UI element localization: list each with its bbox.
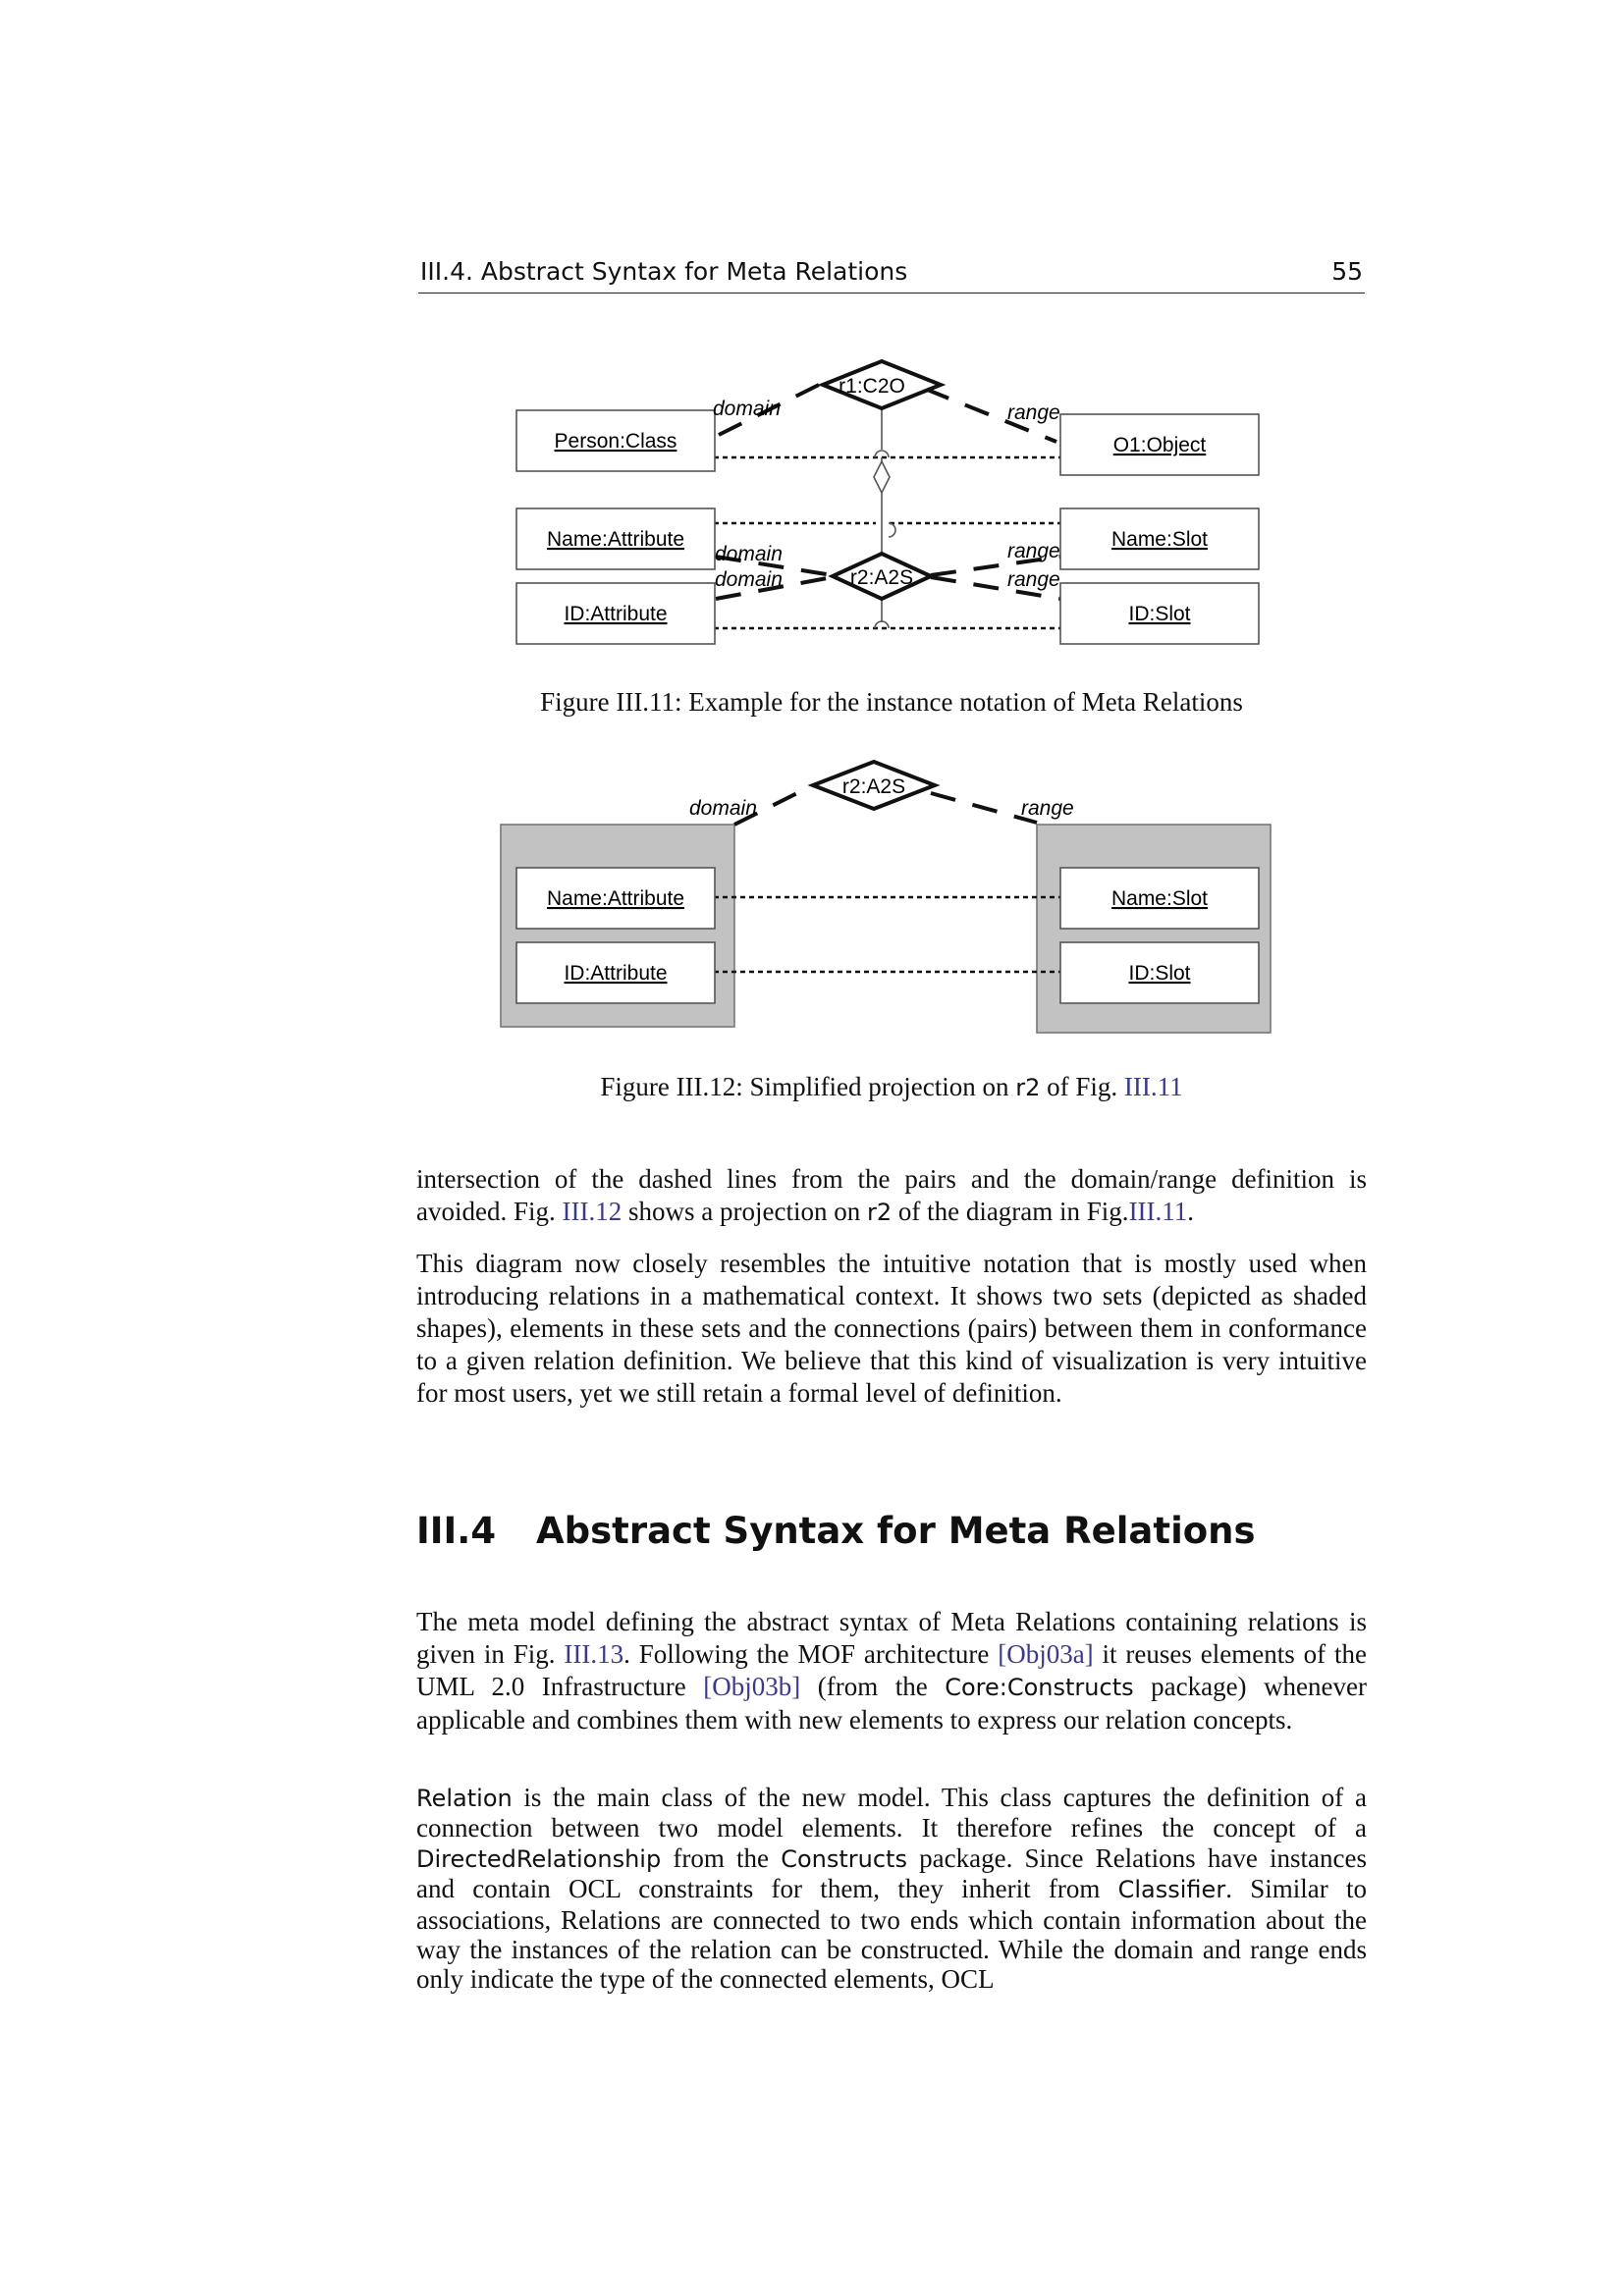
p3-text-1: The meta model defining the abstract syntax of Meta Relations containing relations is given in Fig. (416, 1607, 1367, 1669)
hop-arc-name (889, 523, 895, 537)
p4-text-2: from the (661, 1842, 782, 1873)
r2-domain-label-top: domain (715, 543, 783, 565)
r1-diamond-label: r1:C2O (839, 375, 905, 398)
ref-obj03a[interactable]: [Obj03a] (998, 1639, 1094, 1669)
ref-obj03b[interactable]: [Obj03b] (703, 1672, 801, 1701)
r2-domain-label-bottom: domain (715, 568, 783, 591)
p3-text-5: package) whenever applicable and combines them with new elements to express our relation concepts. (416, 1672, 1368, 1735)
ref-fig-iii-11[interactable]: III.11 (1128, 1197, 1188, 1226)
o1-object-label: O1:Object (1112, 434, 1207, 456)
paragraph-2: This diagram now closely resembles the intuitive notation that is mostly used when introducing relations in a mathematical context. It shows two sets (depicted as shaded shapes), elements in these sets and the connections (pairs) between them in conformance to a given relation definition. We believe that this kind of visualization is very intuitive for most users, yet we still retain a formal level of definition. (416, 1249, 1367, 1408)
section-number: III.4 (416, 1510, 497, 1552)
r1-range-label: range (1007, 401, 1060, 424)
caption-ref-link[interactable]: III.11 (1123, 1072, 1183, 1101)
p1-code-r2: r2 (866, 1199, 893, 1226)
p3-text-4: (from the (800, 1672, 946, 1701)
id-slot-label: ID:Slot (1128, 603, 1191, 625)
p4-text-4: . Similar to associations, Relations are connected to two ends which contain information about the way the instances of the relation can be constructed. While the domain and range ends only indicate the type of the connected elements, OCL (416, 1874, 1367, 1995)
page-number: 55 (1331, 257, 1363, 286)
p4-code-directedrelationship: DirectedRelationship (416, 1844, 662, 1873)
figure-iii-11-caption: Figure III.11: Example for the instance notation of Meta Relations (540, 687, 1243, 717)
p4-code-constructs: Constructs (781, 1844, 907, 1873)
p4-text-1: is the main class of the new model. This class captures the definition of a connection between two model elements. It therefore refines the concept of a (416, 1783, 1367, 1843)
r1-domain-label: domain (713, 398, 781, 420)
paragraph-3 (416, 1606, 1367, 1736)
range-label: range (1021, 797, 1074, 820)
domain-label: domain (689, 797, 757, 820)
figure-iii-12-diagram (491, 756, 1296, 1041)
ref-fig-iii-12[interactable]: III.12 (562, 1197, 623, 1226)
running-header-title: III.4. Abstract Syntax for Meta Relations (420, 257, 908, 286)
id-attribute-label: ID:Attribute (564, 603, 668, 625)
r2-diamond-label: r2:A2S (849, 566, 914, 589)
paragraph-1 (416, 1163, 1367, 1229)
p3-text-2: . Following the MOF architecture (623, 1639, 999, 1669)
r2-range-label-bottom: range (1007, 568, 1060, 591)
p1-text-2: shows a projection on (622, 1197, 867, 1226)
figure-iii-12-caption (418, 1072, 1365, 1102)
id-slot-label: ID:Slot (1128, 962, 1191, 985)
p1-text-1: intersection of the dashed lines from the pairs and the domain/range definition is avoided. Fig. (416, 1164, 1367, 1226)
paragraph-4 (416, 1783, 1367, 1995)
person-class-label: Person:Class (554, 430, 677, 453)
name-attribute-label: Name:Attribute (546, 887, 685, 910)
name-slot-label: Name:Slot (1110, 528, 1209, 551)
running-header (418, 257, 1365, 294)
section-title: Abstract Syntax for Meta Relations (536, 1510, 1256, 1552)
p3-text-3: it reuses elements of the UML 2.0 Infrastructure (416, 1639, 1367, 1701)
p4-code-classifier: Classifier (1117, 1876, 1226, 1904)
figure-iii-11-diagram (491, 348, 1296, 663)
p4-text-3: package. Since Relations have instances and contain OCL constraints for them, they inherit from (416, 1842, 1367, 1904)
name-attribute-label: Name:Attribute (546, 528, 685, 551)
caption-code: r2 (1015, 1074, 1041, 1101)
r2-range-label-top: range (1007, 540, 1060, 562)
p4-code-relation: Relation (416, 1785, 513, 1812)
p3-code-core-constructs: Core:Constructs (945, 1674, 1134, 1701)
ref-fig-iii-13[interactable]: III.13 (564, 1639, 624, 1669)
p1-text-4: . (1187, 1197, 1195, 1226)
caption-prefix: Figure III.12: Simplified projection on (600, 1072, 1016, 1101)
p1-text-3: of the diagram in Fig. (892, 1197, 1129, 1226)
aggregation-diamond (874, 461, 890, 493)
id-attribute-label: ID:Attribute (564, 962, 668, 985)
r2-diamond-label: r2:A2S (841, 775, 906, 798)
section-heading (416, 1510, 1256, 1552)
caption-mid: of Fig. (1040, 1072, 1124, 1101)
name-slot-label: Name:Slot (1110, 887, 1209, 910)
